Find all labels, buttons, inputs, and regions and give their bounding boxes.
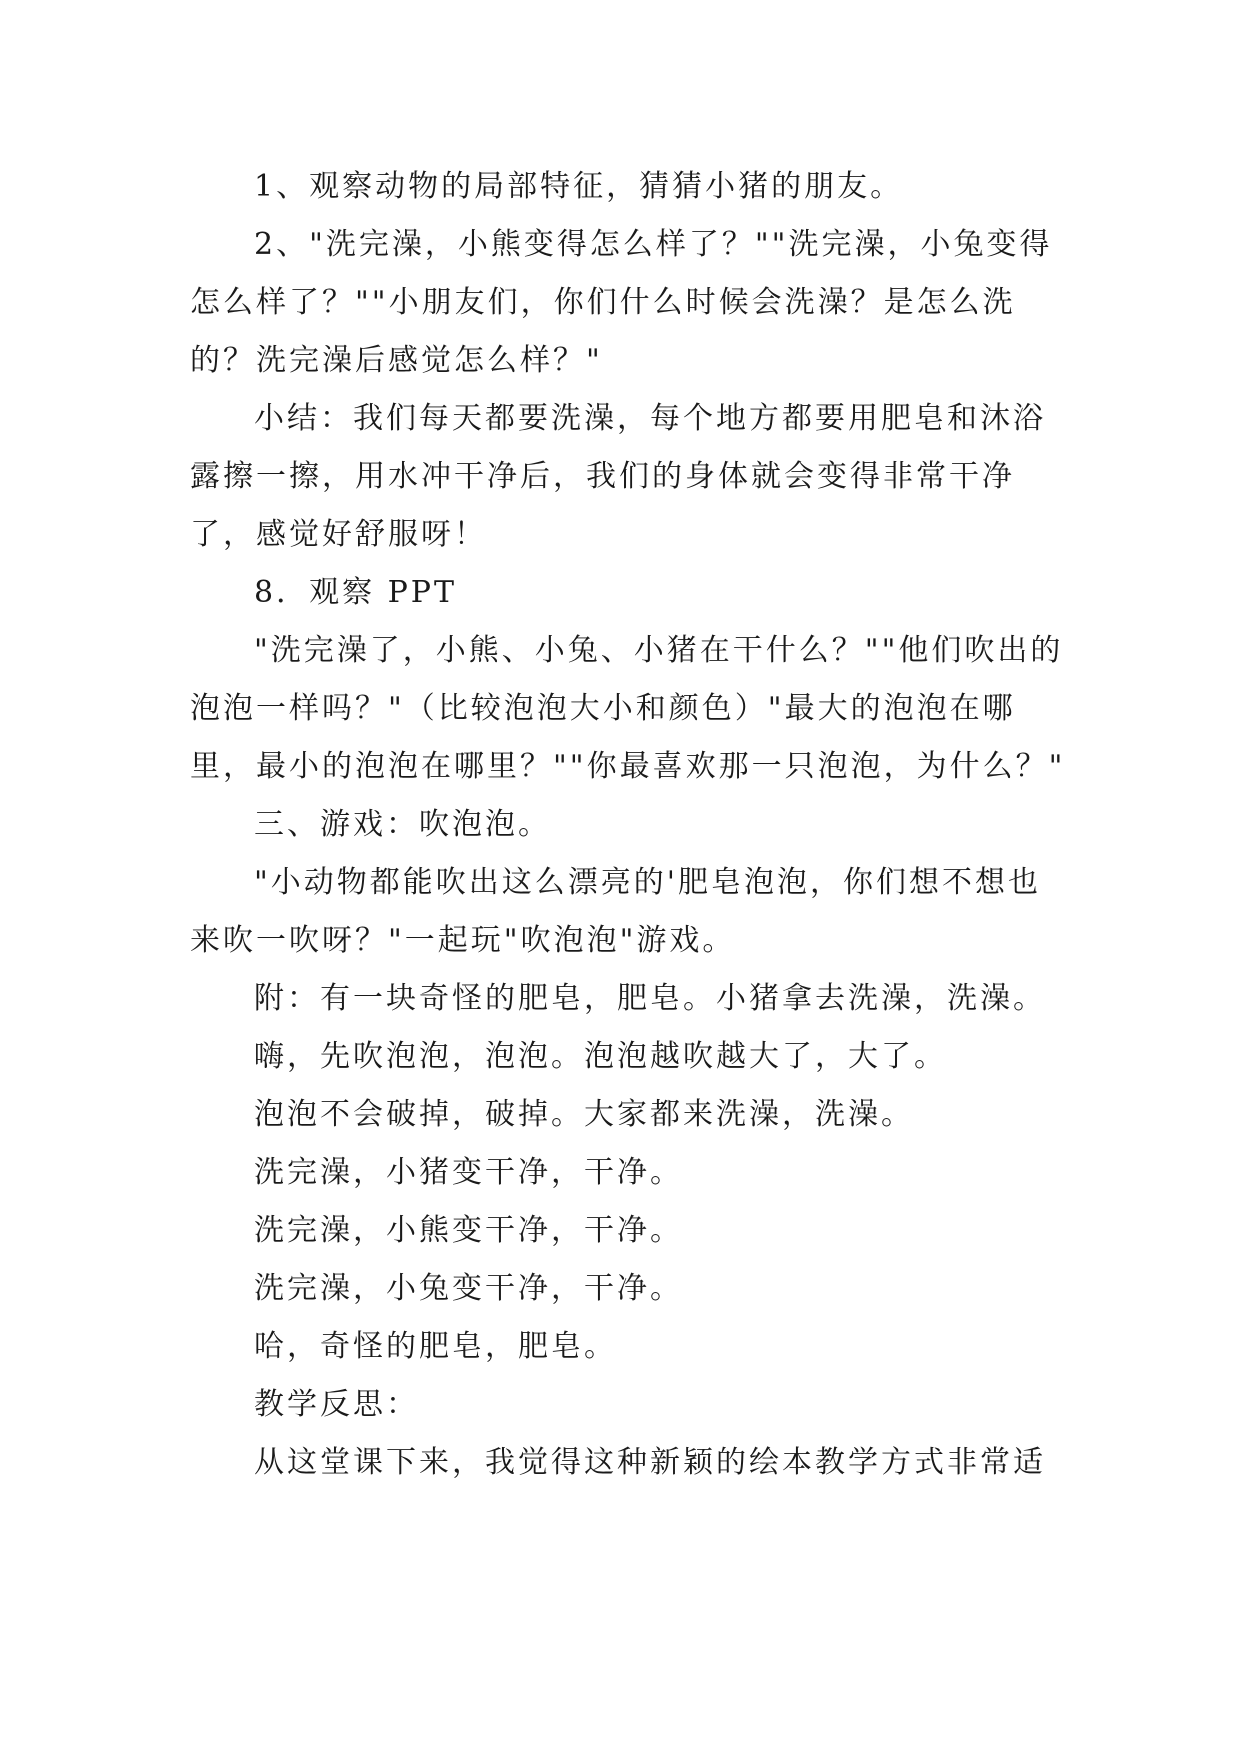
song-line-4: 洗完澡，小猪变干净，干净。	[254, 1155, 683, 1190]
document-body	[190, 158, 1070, 1492]
paragraph-observe-features: 1、观察动物的局部特征，猜猜小猪的朋友。	[254, 169, 904, 204]
paragraph-observe-ppt: 8．观察 PPT	[254, 575, 458, 610]
paragraph-game-intro: "小动物都能吹出这么漂亮的'肥皂泡泡，你们想不想也来吹一吹呀？"一起玩"吹泡泡"游戏。	[190, 865, 1042, 958]
paragraph-after-bath-questions: 2、"洗完澡，小熊变得怎么样了？""洗完澡，小兔变得怎么样了？""小朋友们，你们什么时候会洗澡？是怎么洗的？洗完澡后感觉怎么样？"	[190, 227, 1053, 378]
section-heading-game: 三、游戏：吹泡泡。	[254, 807, 551, 842]
song-line-6: 洗完澡，小兔变干净，干净。	[254, 1271, 683, 1306]
paragraph-bubble-questions: "洗完澡了，小熊、小兔、小猪在干什么？""他们吹出的泡泡一样吗？"（比较泡泡大小和颜色）"最大的泡泡在哪里，最小的泡泡在哪里？""你最喜欢那一只泡泡，为什么？"	[190, 633, 1066, 784]
song-line-5: 洗完澡，小熊变干净，干净。	[254, 1213, 683, 1248]
song-line-3: 泡泡不会破掉，破掉。大家都来洗澡，洗澡。	[254, 1097, 914, 1132]
paragraph-summary: 小结：我们每天都要洗澡，每个地方都要用肥皂和沐浴露擦一擦，用水冲干净后，我们的身体就会变得非常干净了，感觉好舒服呀！	[190, 401, 1046, 552]
section-heading-reflection: 教学反思：	[254, 1387, 419, 1422]
paragraph-reflection: 从这堂课下来，我觉得这种新颖的绘本教学方式非常适	[254, 1445, 1046, 1480]
song-line-1: 附：有一块奇怪的肥皂，肥皂。小猪拿去洗澡，洗澡。	[254, 981, 1046, 1016]
song-line-7: 哈，奇怪的肥皂，肥皂。	[254, 1329, 617, 1364]
song-line-2: 嗨，先吹泡泡，泡泡。泡泡越吹越大了，大了。	[254, 1039, 947, 1074]
